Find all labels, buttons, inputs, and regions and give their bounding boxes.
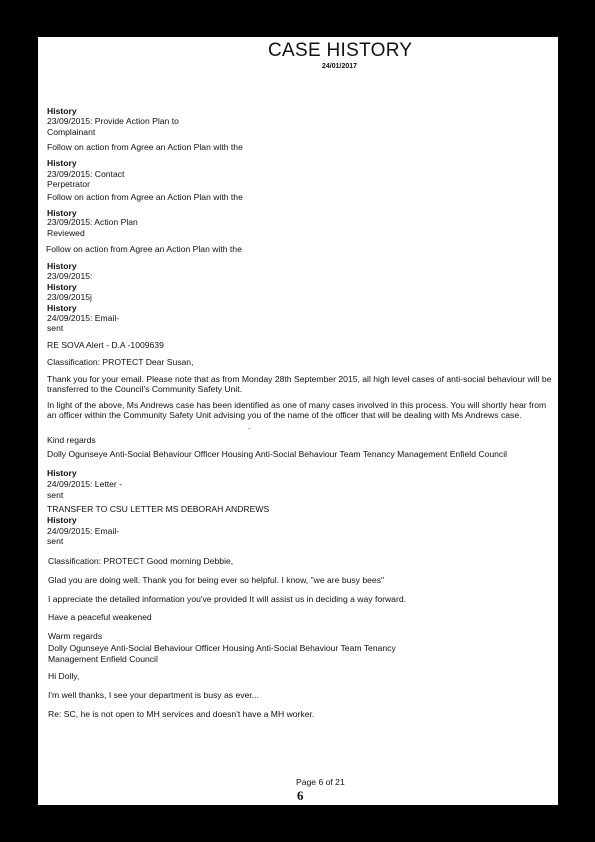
signature: Management Enfield Council — [48, 654, 158, 664]
signature: Dolly Ogunseye Anti-Social Behaviour Officer Housing Anti-Social Behaviour Team Tenancy — [48, 643, 396, 653]
history-note: Follow on action from Agree an Action Plan with the — [46, 244, 242, 254]
document-title: CASE HISTORY — [268, 40, 413, 61]
history-subject: Complainant — [47, 127, 96, 137]
letter-title: TRANSFER TO CSU LETTER MS DEBORAH ANDREWS — [47, 504, 270, 514]
history-heading: History — [47, 106, 77, 116]
email-line: Hi Dolly, — [48, 671, 80, 681]
email-line: Glad you are doing well. Thank you for being ever so helpful. I know, "we are busy bees" — [48, 575, 385, 585]
history-date: 23/09/2015j — [47, 292, 92, 302]
history-date: 23/09/2015: Contact — [47, 169, 125, 179]
email-line: Re: SC, he is not open to MH services and doesn't have a MH worker. — [48, 709, 315, 719]
history-date: 24/09/2015: Email- — [47, 526, 120, 536]
classification-line: Classification: PROTECT Good morning Debbie, — [48, 556, 234, 566]
email-paragraph: In light of the above, Ms Andrews case has been identified as one of many cases involved in this process. You will shortly hear from an officer within the Community Safety Unit advising you of the name of the officer that will be dealing with Ms Andrews case. — [47, 400, 547, 420]
history-subject: sent — [47, 323, 64, 333]
classification-line: Classification: PROTECT Dear Susan, — [47, 357, 194, 367]
email-paragraph: Thank you for your email. Please note that as from Monday 28th September 2015, all high level cases of anti-social behaviour will be transferred to the Council's Community Safety Unit. — [47, 374, 552, 394]
history-date: 23/09/2015: Action Plan — [47, 217, 138, 227]
history-note: Follow on action from Agree an Action Plan with the — [47, 142, 243, 152]
history-date: 24/09/2015: Email- — [47, 313, 120, 323]
history-note: Follow on action from Agree an Action Plan with the — [47, 192, 243, 202]
email-subject: RE SOVA Alert - D.A -1009639 — [47, 340, 164, 350]
page-label: Page 6 of 21 — [296, 777, 345, 787]
history-heading: History — [47, 261, 77, 271]
history-heading: History — [47, 208, 77, 218]
sign-off: Kind regards — [47, 435, 96, 445]
history-date: 24/09/2015: Letter - — [47, 479, 123, 489]
document-date: 24/01/2017 — [322, 63, 358, 70]
history-date: 23/09/2015: — [47, 271, 93, 281]
signature: Dolly Ogunseye Anti-Social Behaviour Officer Housing Anti-Social Behaviour Team Tenancy Management Enfield Council — [47, 449, 508, 459]
history-subject: sent — [47, 536, 64, 546]
history-date: 23/09/2015: Provide Action Plan to — [47, 116, 179, 126]
email-line: I'm well thanks, I see your department is busy as ever... — [48, 690, 259, 700]
history-subject: sent — [47, 490, 64, 500]
email-line: I appreciate the detailed information you've provided It will assist us in deciding a way forward. — [48, 594, 406, 604]
email-line: Have a peaceful weakened — [48, 612, 152, 622]
document-page — [38, 37, 558, 805]
sign-off: Warm regards — [48, 631, 103, 641]
stray-dot: . — [248, 421, 251, 431]
history-heading: History — [47, 282, 77, 292]
history-heading: History — [47, 468, 77, 478]
history-heading: History — [47, 303, 77, 313]
history-subject: Reviewed — [47, 228, 85, 238]
history-heading: History — [47, 515, 77, 525]
page-number: 6 — [297, 788, 304, 803]
history-heading: History — [47, 158, 77, 168]
history-subject: Perpetrator — [47, 179, 90, 189]
